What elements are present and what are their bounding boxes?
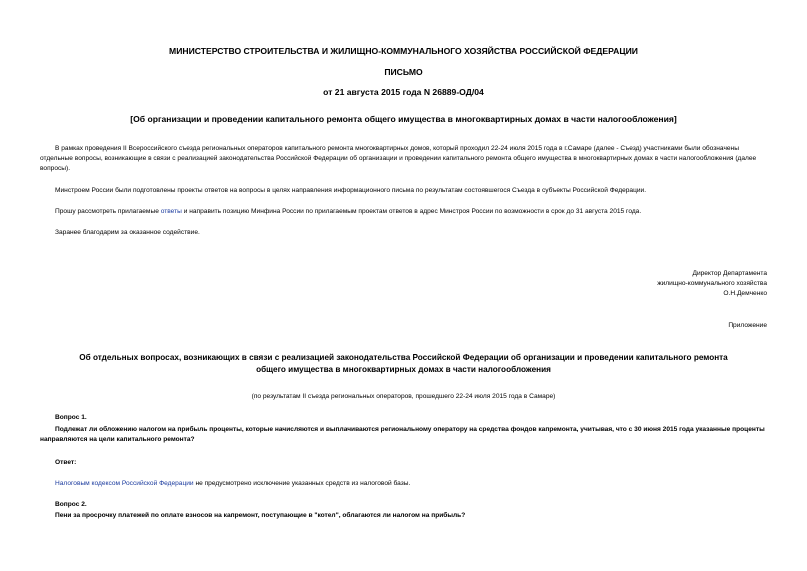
tax-code-link[interactable]: Налоговым кодексом Российской Федерации <box>55 480 194 487</box>
letter-paragraph-4: Заранее благодарим за оказанное содействие. <box>55 229 200 236</box>
question-1-text: Подлежат ли обложению налогом на прибыль проценты, которые начисляются и выплачиваются региональному оператору на средства фондов капремонта, учитывая, что с 30 июня 2015 года указанные проценты направляются на цели капитального ремонта? <box>40 426 765 443</box>
answer-1-text-after: не предусмотрено исключение указанных средств из налоговой базы. <box>193 480 411 487</box>
question-2-label: Вопрос 2. <box>55 501 87 508</box>
appendix-title <box>0 352 807 376</box>
ministry-title: МИНИСТЕРСТВО СТРОИТЕЛЬСТВА И ЖИЛИЩНО-КОММУНАЛЬНОГО ХОЗЯЙСТВА РОССИЙСКОЙ ФЕДЕРАЦИИ <box>169 46 638 56</box>
answer-1-label: Ответ: <box>55 459 77 466</box>
signature-name: О.Н.Демченко <box>723 290 767 297</box>
doc-subject: [Об организации и проведении капитального ремонта общего имущества в многоквартирных домах в части налогообложения] <box>130 114 677 124</box>
signature-department: жилищно-коммунального хозяйства <box>657 280 767 287</box>
question-1-label: Вопрос 1. <box>55 414 87 421</box>
letter-paragraph-2: Минстроем России были подготовлены проекты ответов на вопросы в целях направления информационного письма по результатам состоявшегося Съезда в субъекты Российской Федерации. <box>55 187 647 194</box>
appendix-title-line-1: Об отдельных вопросах, возникающих в связи с реализацией законодательства Российской Федерации об организации и проведении капитального ремонта <box>79 353 728 362</box>
signature-position: Директор Департамента <box>692 270 767 277</box>
question-2-text: Пени за просрочку платежей по оплате взносов на капремонт, поступающие в "котел", облагаются ли налогом на прибыль? <box>55 512 466 519</box>
answer-1-text <box>55 479 768 489</box>
doc-date-number: от 21 августа 2015 года N 26889-ОД/04 <box>323 87 484 97</box>
letter-paragraph-3 <box>55 207 768 217</box>
appendix-label: Приложение <box>728 322 767 329</box>
answers-link[interactable]: ответы <box>160 208 182 215</box>
p3-text-after: и направить позицию Минфина России по прилагаемым проектам ответов в адрес Минстроя России по возможности в срок до 31 августа 2015 года. <box>181 208 642 215</box>
signature-block <box>657 269 767 299</box>
appendix-title-line-2: общего имущества в многоквартирных домах в части налогообложения <box>256 365 551 374</box>
p3-text-before: Прошу рассмотреть прилагаемые <box>55 208 161 215</box>
appendix-subtitle: (по результатам II съезда региональных операторов, прошедшего 22-24 июля 2015 года в Самаре) <box>251 393 556 400</box>
doc-type: ПИСЬМО <box>384 67 423 77</box>
letter-paragraph-1: В рамках проведения II Всероссийского съезда региональных операторов капитального ремонта многоквартирных домов, который проходил 22-24 июля 2015 года в г.Самаре (далее - Съезд) участниками были обозначены отдельные вопросы, возникающие в связи с реализацией законодательства Российской Федерации об организации и проведении капитального ремонта общего имущества в многоквартирных домах в части налогообложения (далее вопросы). <box>40 145 757 172</box>
